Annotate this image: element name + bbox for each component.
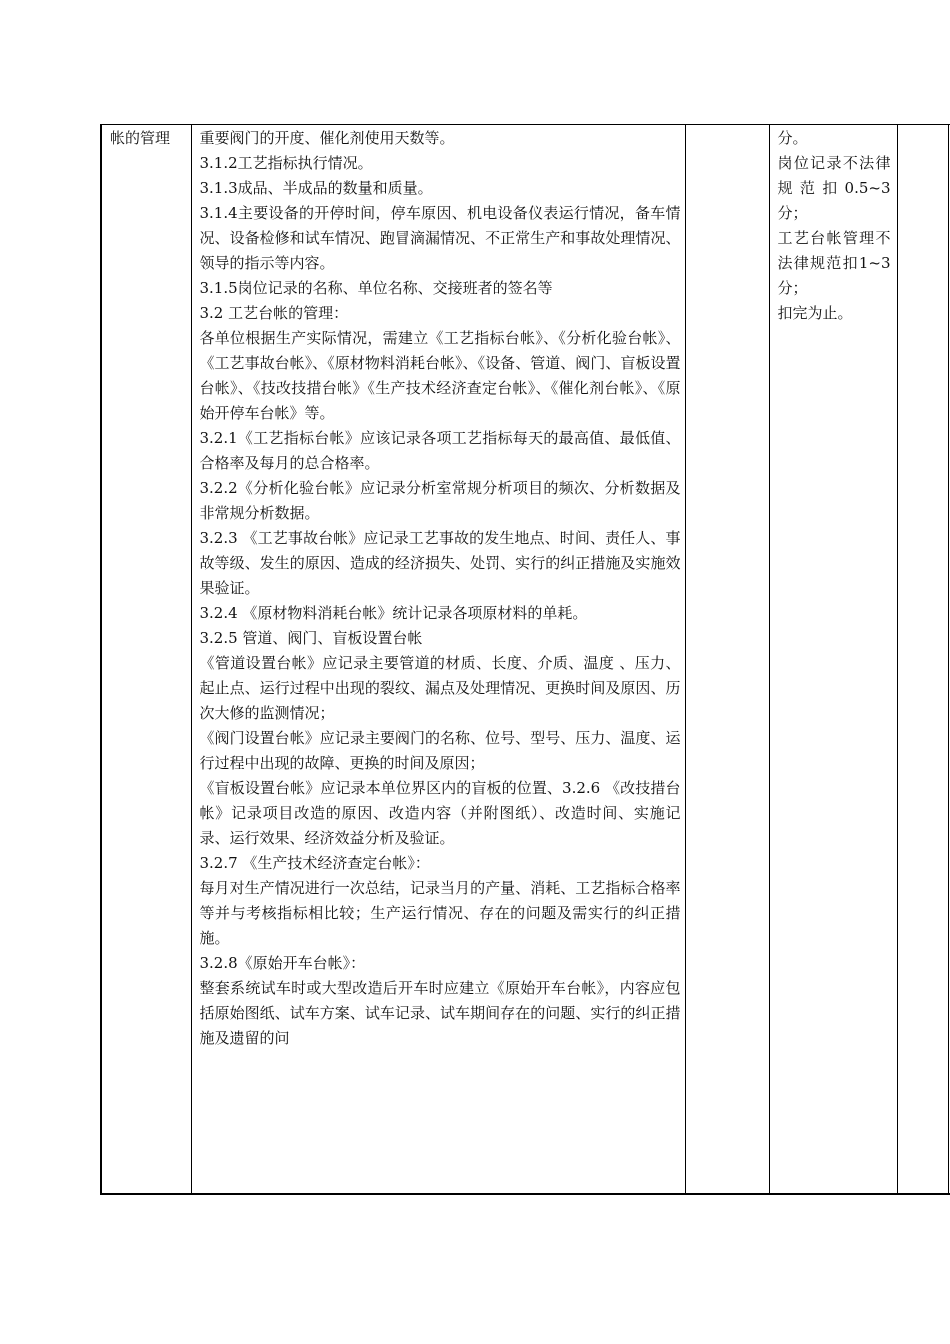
scoring-text xyxy=(770,125,897,326)
empty-cell xyxy=(685,125,769,1195)
table-row xyxy=(101,125,950,1195)
content-line: 3.2.2《分析化验台帐》应记录分析室常规分析项目的频次、分析数据及非常规分析数据。 xyxy=(199,479,681,522)
content-line: 3.1.4主要设备的开停时间，停车原因、机电设备仪表运行情况，备车情况、设备检修和试车情况、跑冒滴漏情况、不正常生产和事故处理情况、领导的指示等内容。 xyxy=(199,204,681,272)
content-line: 重要阀门的开度、催化剂使用天数等。 xyxy=(199,129,455,147)
scoring-line: 工艺台帐管理不法律规范扣1~3分； xyxy=(777,229,891,297)
empty-cell xyxy=(897,125,948,1195)
content-cell xyxy=(191,125,685,1195)
content-line: 3.2 工艺台帐的管理： xyxy=(199,304,349,322)
scoring-line: 扣完为止。 xyxy=(777,304,853,322)
scoring-line: 岗位记录不法律规范扣0.5~3分； xyxy=(777,154,891,222)
content-line: 各单位根据生产实际情况，需建立《工艺指标台帐》、《分析化验台帐》、《工艺事故台帐》、《原材物料消耗台帐》、《设备、管道、阀门、盲板设置台帐》、《技改技措台帐》《生产技术经济查定台帐》、《催化剂台帐》、《原始开停车台帐》等。 xyxy=(199,329,681,422)
content-line: 3.1.5岗位记录的名称、单位名称、交接班者的签名等 xyxy=(199,279,553,297)
content-line: 3.2.7 《生产技术经济查定台帐》： xyxy=(199,854,430,872)
category-text: 帐的管理 xyxy=(110,129,171,147)
content-line: 《管道设置台帐》应记录主要管道的材质、长度、介质、温度 、压力、起止点、运行过程中出现的裂纹、漏点及处理情况、更换时间及原因、历次大修的监测情况； xyxy=(199,654,681,722)
content-line: 3.2.1《工艺指标台帐》应该记录各项工艺指标每天的最高值、最低值、合格率及每月的总合格率。 xyxy=(199,429,681,472)
content-line: 3.2.4 《原材物料消耗台帐》统计记录各项原材料的单耗。 xyxy=(199,604,588,622)
content-line: 3.2.3 《工艺事故台帐》应记录工艺事故的发生地点、时间、责任人、事故等级、发生的原因、造成的经济损失、处罚、实行的纠正措施及实施效果验证。 xyxy=(199,529,681,597)
content-line: 3.2.8《原始开车台帐》： xyxy=(199,954,366,972)
scoring-line: 分。 xyxy=(777,129,808,147)
content-line: 《盲板设置台帐》应记录本单位界区内的盲板的位置、3.2.6 《改技措台帐》记录项目改造的原因、改造内容（并附图纸）、改造时间、实施记录、运行效果、经济效益分析及验证。 xyxy=(199,779,681,847)
content-line: 每月对生产情况进行一次总结，记录当月的产量、消耗、工艺指标合格率等并与考核指标相比较；生产运行情况、存在的问题及需实行的纠正措施。 xyxy=(199,879,681,947)
assessment-table xyxy=(100,124,950,1195)
content-line: 3.1.2工艺指标执行情况。 xyxy=(199,154,373,172)
content-line: 3.2.5 管道、阀门、盲板设置台帐 xyxy=(199,629,423,647)
scoring-cell xyxy=(769,125,897,1195)
content-text xyxy=(192,125,685,1051)
content-line: 《阀门设置台帐》应记录主要阀门的名称、位号、型号、压力、温度、运行过程中出现的故障、更换的时间及原因； xyxy=(199,729,681,772)
content-line: 3.1.3成品、半成品的数量和质量。 xyxy=(199,179,433,197)
content-line: 整套系统试车时或大型改造后开车时应建立《原始开车台帐》，内容应包括原始图纸、试车方案、试车记录、试车期间存在的问题、实行的纠正措施及遗留的问 xyxy=(199,979,681,1047)
category-cell xyxy=(101,125,191,1195)
